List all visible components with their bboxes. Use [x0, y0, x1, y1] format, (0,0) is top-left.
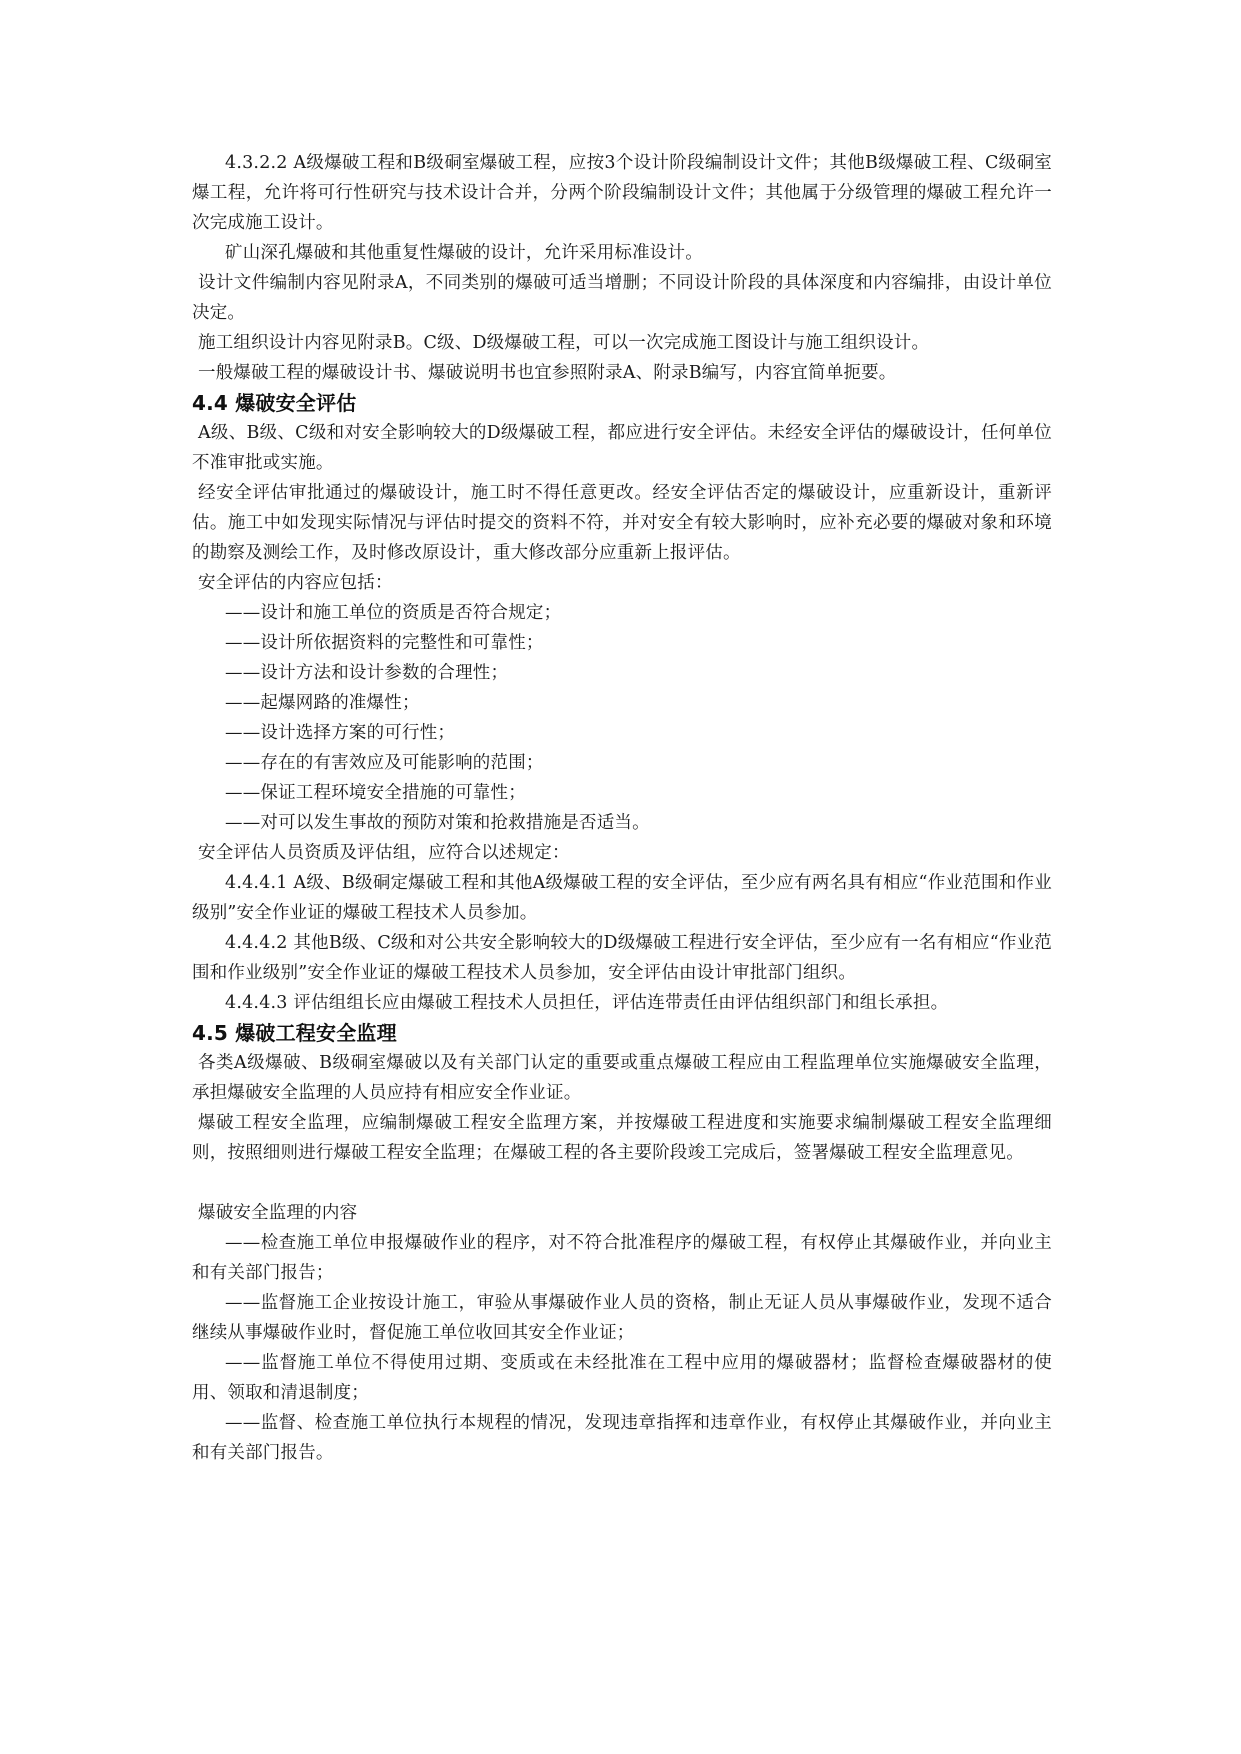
- paragraph-construction-org: 施工组织设计内容见附录B。C级、D级爆破工程，可以一次完成施工图设计与施工组织设计。: [198, 333, 930, 353]
- list-item: ——保证工程环境安全措施的可靠性；: [225, 783, 526, 803]
- paragraph-mine-deep-hole: 矿山深孔爆破和其他重复性爆破的设计，允许采用标准设计。: [225, 243, 703, 263]
- section-heading-4-4: 4.4 爆破安全评估: [192, 391, 357, 415]
- paragraph-4-4-approval: 经安全评估审批通过的爆破设计，施工时不得任意更改。经安全评估否定的爆破设计，应重新设计，重新评估。施工中如发现实际情况与评估时提交的资料不符，并对安全有较大影响时，应补充必要的爆破对象和环境的勘察及测绘工作，及时修改原设计，重大修改部分应重新上报评估。: [192, 483, 1052, 563]
- paragraph-4-4-contents: 安全评估的内容应包括：: [198, 573, 393, 593]
- clause-4-4-4-3: 4.4.4.3 评估组组长应由爆破工程技术人员担任，评估连带责任由评估组织部门和组长承担。: [225, 993, 949, 1013]
- list-item: ——监督施工单位不得使用过期、变质或在未经批准在工程中应用的爆破器材；监督检查爆破器材的使用、领取和清退制度；: [192, 1353, 1052, 1403]
- list-item: ——设计和施工单位的资质是否符合规定；: [225, 603, 562, 623]
- paragraph-4-5-plan: 爆破工程安全监理，应编制爆破工程安全监理方案，并按爆破工程进度和实施要求编制爆破工程安全监理细则，按照细则进行爆破工程安全监理；在爆破工程的各主要阶段竣工完成后，签署爆破工程安全监理意见。: [192, 1113, 1052, 1163]
- list-item: ——监督施工企业按设计施工，审验从事爆破作业人员的资格，制止无证人员从事爆破作业，发现不适合继续从事爆破作业时，督促施工单位收回其安全作业证；: [192, 1293, 1052, 1343]
- list-item: ——起爆网路的准爆性；: [225, 693, 420, 713]
- list-item: ——存在的有害效应及可能影响的范围；: [225, 753, 544, 773]
- clause-4-3-2-2: 4.3.2.2 A级爆破工程和B级硐室爆破工程，应按3个设计阶段编制设计文件；其他B级爆破工程、C级硐室爆工程，允许将可行性研究与技术设计合并，分两个阶段编制设计文件；其他属于分级管理的爆破工程允许一次完成施工设计。: [192, 153, 1052, 233]
- list-item: ——监督、检查施工单位执行本规程的情况，发现违章指挥和违章作业，有权停止其爆破作业，并向业主和有关部门报告。: [192, 1413, 1052, 1463]
- list-item: ——对可以发生事故的预防对策和抢救措施是否适当。: [225, 813, 650, 833]
- paragraph-design-docs: 设计文件编制内容见附录A，不同类别的爆破可适当增删；不同设计阶段的具体深度和内容编排，由设计单位决定。: [192, 273, 1052, 323]
- clause-4-4-4-1: 4.4.4.1 A级、B级硐定爆破工程和其他A级爆破工程的安全评估，至少应有两名具有相应“作业范围和作业级别”安全作业证的爆破工程技术人员参加。: [192, 873, 1052, 923]
- clause-4-4-4-2: 4.4.4.2 其他B级、C级和对公共安全影响较大的D级爆破工程进行安全评估，至少应有一名有相应“作业范围和作业级别”安全作业证的爆破工程技术人员参加，安全评估由设计审批部门组织。: [192, 933, 1052, 983]
- list-item: ——检查施工单位申报爆破作业的程序，对不符合批准程序的爆破工程，有权停止其爆破作业，并向业主和有关部门报告；: [192, 1233, 1052, 1283]
- section-heading-4-5: 4.5 爆破工程安全监理: [192, 1021, 397, 1045]
- list-item: ——设计所依据资料的完整性和可靠性；: [225, 633, 544, 653]
- list-item: ——设计方法和设计参数的合理性；: [225, 663, 509, 683]
- paragraph-general-blasting: 一般爆破工程的爆破设计书、爆破说明书也宜参照附录A、附录B编写，内容宜简单扼要。: [198, 363, 897, 383]
- paragraph-4-5-contents: 爆破安全监理的内容: [198, 1203, 358, 1223]
- list-item: ——设计选择方案的可行性；: [225, 723, 456, 743]
- paragraph-4-4-qualification: 安全评估人员资质及评估组，应符合以述规定：: [198, 843, 570, 863]
- paragraph-4-5-scope: 各类A级爆破、B级硐室爆破以及有关部门认定的重要或重点爆破工程应由工程监理单位实施爆破安全监理，承担爆破安全监理的人员应持有相应安全作业证。: [192, 1053, 1052, 1103]
- paragraph-4-4-scope: A级、B级、C级和对安全影响较大的D级爆破工程，都应进行安全评估。未经安全评估的爆破设计，任何单位不准审批或实施。: [192, 423, 1052, 473]
